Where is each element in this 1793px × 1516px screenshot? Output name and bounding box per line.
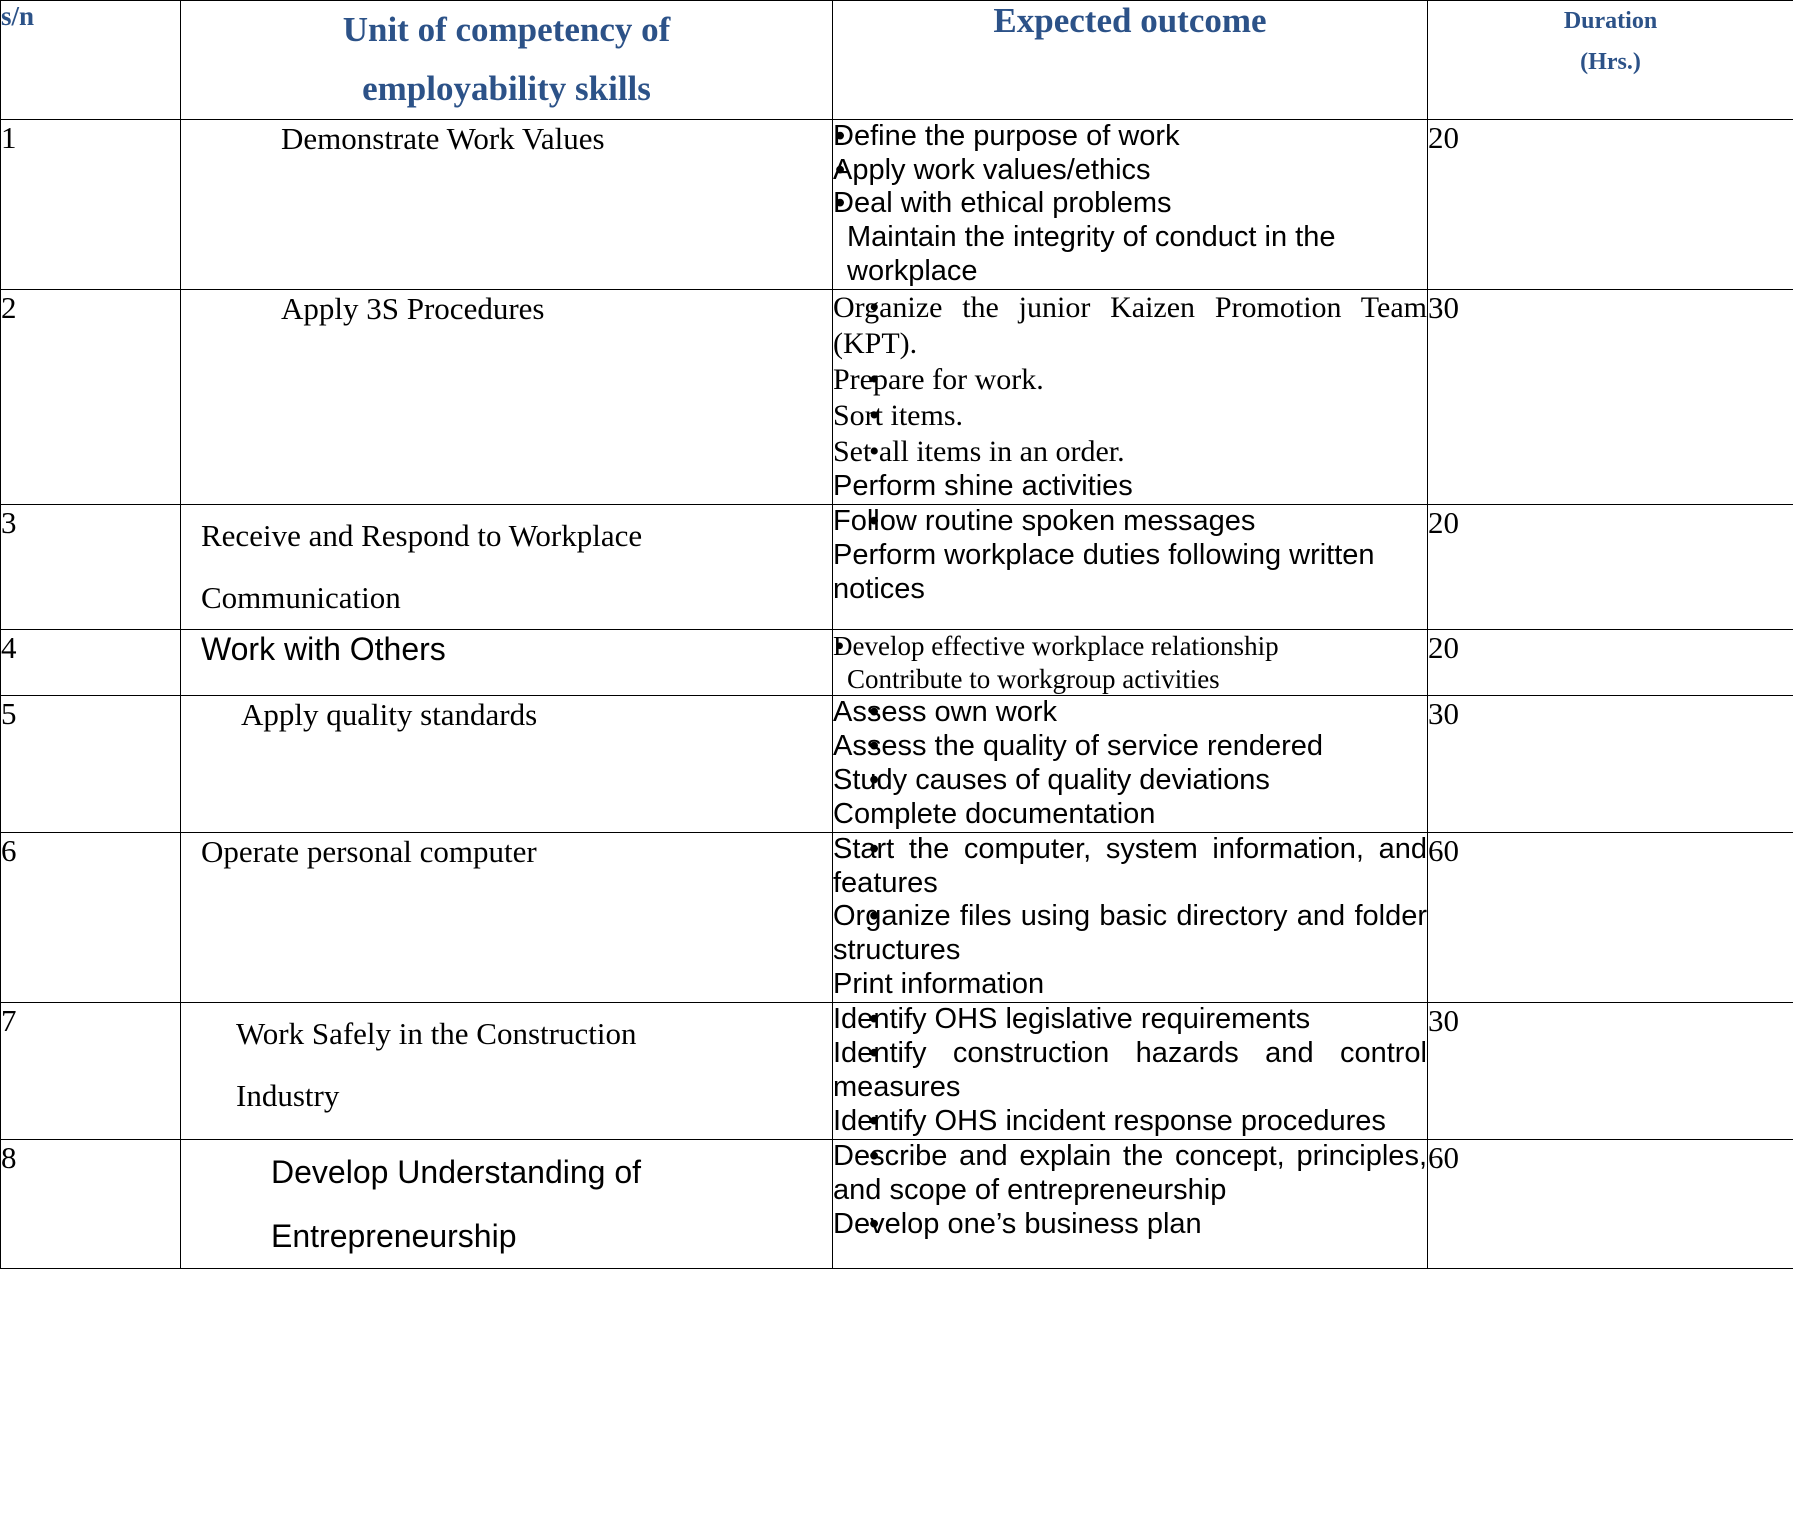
column-header-duration bbox=[1428, 1, 1793, 120]
duration-hours: 30 bbox=[1428, 290, 1793, 505]
unit-of-competency bbox=[181, 832, 833, 1003]
list-item: • Develop effective workplace relationship bbox=[833, 630, 1427, 662]
unit-label-line1: Receive and Respond to Workplace bbox=[201, 518, 643, 554]
unit-label: Operate personal computer bbox=[201, 833, 537, 869]
row-number: 5 bbox=[1, 695, 181, 832]
list-item: • Assess the quality of service rendered bbox=[833, 730, 1427, 764]
unit-label-line2: Entrepreneurship bbox=[271, 1217, 517, 1254]
unit-label: Apply quality standards bbox=[241, 696, 538, 732]
table-header bbox=[1, 1, 1793, 120]
list-item: • Set all items in an order. bbox=[833, 434, 1427, 470]
list-item: • Study causes of quality deviations bbox=[833, 764, 1427, 798]
list-item: • Identify OHS incident response procedures bbox=[833, 1105, 1427, 1139]
unit-of-competency bbox=[181, 630, 833, 696]
outcome-list bbox=[833, 630, 1427, 695]
duration-hours: 30 bbox=[1428, 695, 1793, 832]
unit-label: Demonstrate Work Values bbox=[281, 120, 605, 156]
row-number: 8 bbox=[1, 1139, 181, 1268]
unit-of-competency bbox=[181, 1139, 833, 1268]
column-header-unit-line2: employability skills bbox=[362, 68, 651, 108]
list-item: Perform shine activities bbox=[833, 470, 1133, 503]
expected-outcome bbox=[833, 630, 1428, 696]
list-item: • Prepare for work. bbox=[833, 362, 1427, 398]
column-header-unit-line1: Unit of competency of bbox=[342, 10, 671, 49]
outcome-list bbox=[833, 833, 1427, 1003]
row-number: 1 bbox=[1, 119, 181, 290]
duration-hours: 30 bbox=[1428, 1003, 1793, 1140]
duration-hours: 20 bbox=[1428, 119, 1793, 290]
list-item: • Define the purpose of work bbox=[833, 120, 1427, 154]
list-item: • Develop one’s business plan bbox=[833, 1208, 1427, 1242]
table-row bbox=[1, 290, 1793, 505]
unit-label-line2: Communication bbox=[201, 580, 401, 616]
table-row bbox=[1, 119, 1793, 290]
table-row bbox=[1, 832, 1793, 1003]
list-item: • Deal with ethical problems bbox=[833, 187, 1427, 221]
unit-of-competency bbox=[181, 119, 833, 290]
list-item: • Describe and explain the concept, principles, and scope of entrepreneurship bbox=[833, 1140, 1427, 1208]
list-item: • Follow routine spoken messages bbox=[833, 505, 1427, 539]
expected-outcome bbox=[833, 290, 1428, 505]
list-item: • Apply work values/ethics bbox=[833, 154, 1427, 188]
table-row bbox=[1, 630, 1793, 696]
list-item: • Identify OHS legislative requirements bbox=[833, 1003, 1427, 1037]
list-item: • Organize files using basic directory and folder structures bbox=[833, 900, 1427, 968]
expected-outcome bbox=[833, 832, 1428, 1003]
list-item: Contribute to workgroup activities bbox=[847, 663, 1220, 694]
expected-outcome bbox=[833, 1139, 1428, 1268]
row-number: 6 bbox=[1, 832, 181, 1003]
list-item: • Assess own work bbox=[833, 696, 1427, 730]
header-row bbox=[1, 1, 1793, 120]
expected-outcome bbox=[833, 695, 1428, 832]
unit-of-competency bbox=[181, 505, 833, 630]
unit-label-line1: Develop Understanding of bbox=[271, 1153, 642, 1190]
expected-outcome bbox=[833, 1003, 1428, 1140]
list-item: Maintain the integrity of conduct in the workplace bbox=[847, 221, 1336, 288]
duration-hours: 20 bbox=[1428, 505, 1793, 630]
unit-label-line2: Industry bbox=[236, 1078, 340, 1114]
outcome-list bbox=[833, 290, 1427, 504]
unit-label: Apply 3S Procedures bbox=[281, 291, 545, 327]
row-number: 4 bbox=[1, 630, 181, 696]
unit-label: Work with Others bbox=[201, 631, 446, 668]
list-item: Complete documentation bbox=[833, 797, 1156, 830]
outcome-list bbox=[833, 696, 1427, 832]
column-header-duration-line2: (Hrs.) bbox=[1580, 49, 1641, 76]
column-header-unit bbox=[181, 1, 833, 120]
outcome-list bbox=[833, 505, 1427, 607]
list-item: • Sort items. bbox=[833, 398, 1427, 434]
table-row bbox=[1, 1139, 1793, 1268]
row-number: 3 bbox=[1, 505, 181, 630]
table-row bbox=[1, 695, 1793, 832]
outcome-list bbox=[833, 1003, 1427, 1139]
row-number: 2 bbox=[1, 290, 181, 505]
expected-outcome bbox=[833, 505, 1428, 630]
unit-of-competency bbox=[181, 290, 833, 505]
duration-hours: 60 bbox=[1428, 1139, 1793, 1268]
expected-outcome bbox=[833, 119, 1428, 290]
outcome-list bbox=[833, 120, 1427, 290]
duration-hours: 20 bbox=[1428, 630, 1793, 696]
list-item: • Start the computer, system information, and features bbox=[833, 833, 1427, 901]
list-item: Print information bbox=[833, 968, 1045, 1001]
list-item: • Organize the junior Kaizen Promotion Team (KPT). bbox=[833, 290, 1427, 362]
list-item: • Identify construction hazards and control measures bbox=[833, 1037, 1427, 1105]
table-row bbox=[1, 505, 1793, 630]
unit-of-competency bbox=[181, 695, 833, 832]
duration-hours: 60 bbox=[1428, 832, 1793, 1003]
column-header-outcome: Expected outcome bbox=[833, 1, 1428, 120]
table-row bbox=[1, 1003, 1793, 1140]
table-body bbox=[1, 119, 1793, 1268]
outcome-list bbox=[833, 1140, 1427, 1242]
list-item: Perform workplace duties following written notices bbox=[833, 539, 1375, 605]
unit-of-competency bbox=[181, 1003, 833, 1140]
unit-label-line1: Work Safely in the Construction bbox=[236, 1016, 637, 1052]
row-number: 7 bbox=[1, 1003, 181, 1140]
column-header-sn: s/n bbox=[1, 1, 181, 120]
column-header-duration-line1: Duration bbox=[1563, 8, 1658, 34]
